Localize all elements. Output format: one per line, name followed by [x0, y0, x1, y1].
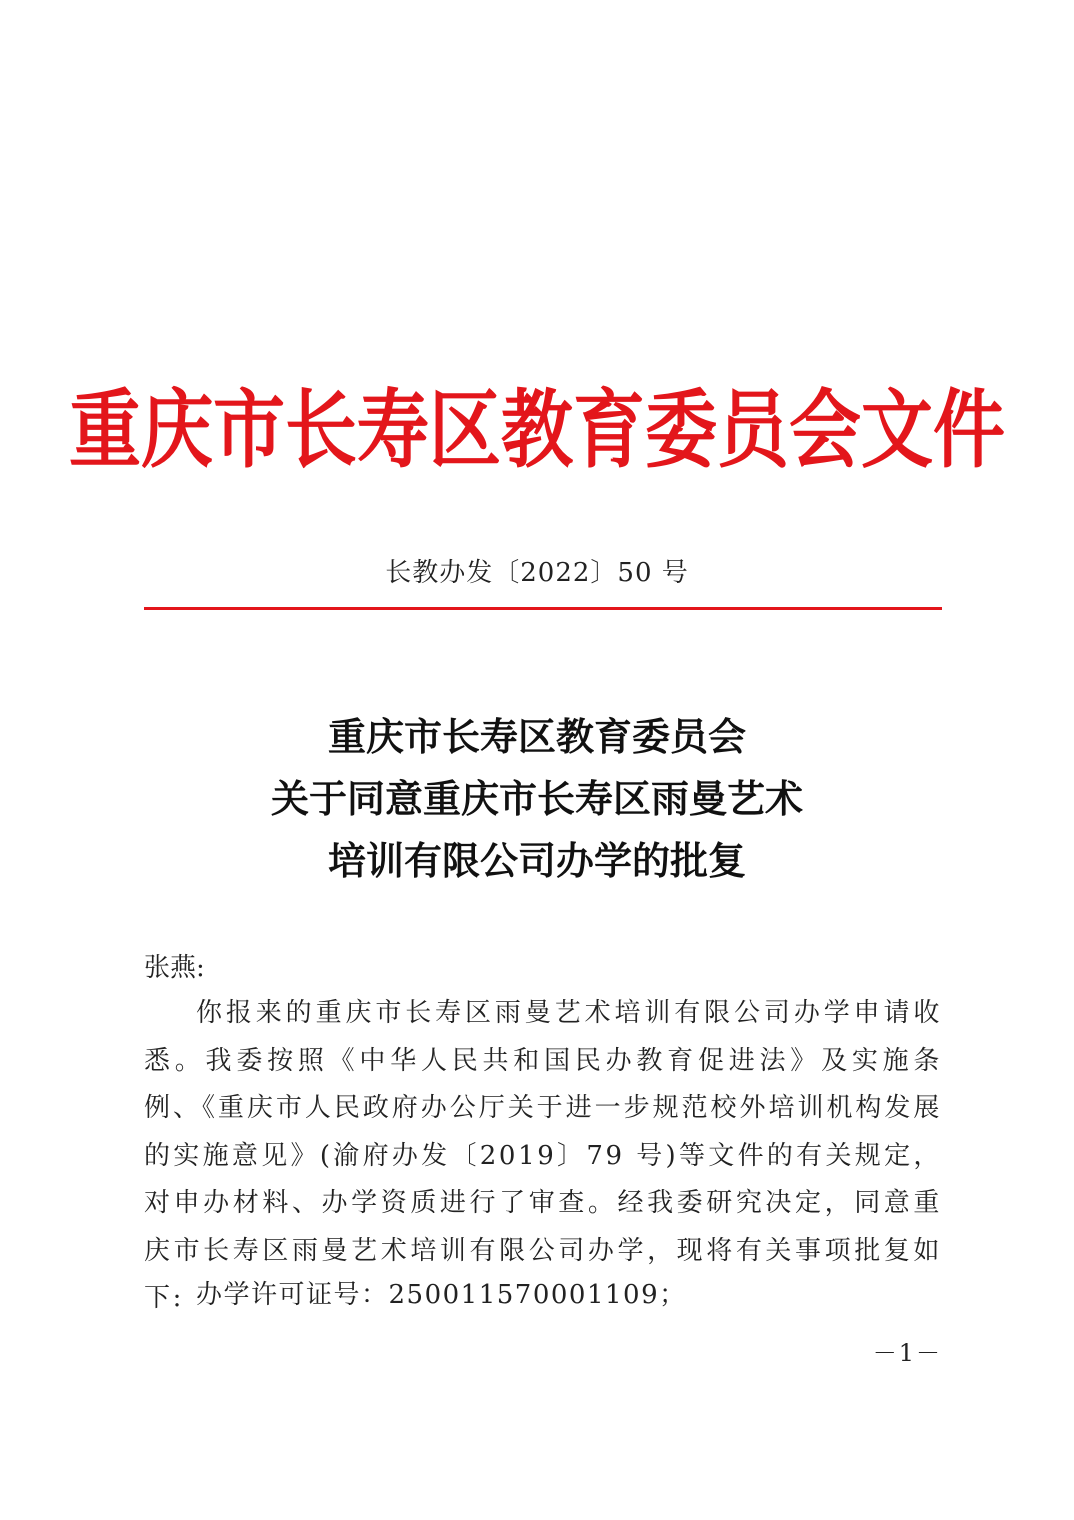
- body-paragraph: 你报来的重庆市长寿区雨曼艺术培训有限公司办学申请收悉。我委按照《中华人民共和国民办教育促进法》及实施条例、《重庆市人民政府办公厅关于进一步规范校外培训机构发展的实施意见》(渝府办发〔2019〕79 号)等文件的有关规定，对申办材料、办学资质进行了审查。经我委研究决定，同意重庆市长寿区雨曼艺术培训有限公司办学，现将有关事项批复如下:: [144, 998, 942, 1313]
- document-number: 长教办发〔2022〕50 号: [385, 558, 689, 588]
- title-line-2: 关于同意重庆市长寿区雨曼艺术: [270, 776, 803, 821]
- salutation: 张燕:: [144, 953, 205, 983]
- red-divider-line: [144, 607, 942, 610]
- license-number: 办学许可证号：250011570001109；: [196, 1280, 687, 1310]
- title-line-3: 培训有限公司办学的批复: [327, 838, 746, 883]
- title-line-1: 重庆市长寿区教育委员会: [327, 714, 746, 759]
- page-number: －1－: [872, 1339, 942, 1367]
- masthead: [0, 368, 1074, 478]
- masthead-title: 重庆市长寿区教育委员会文件: [68, 379, 1005, 480]
- document-title: [0, 706, 1074, 892]
